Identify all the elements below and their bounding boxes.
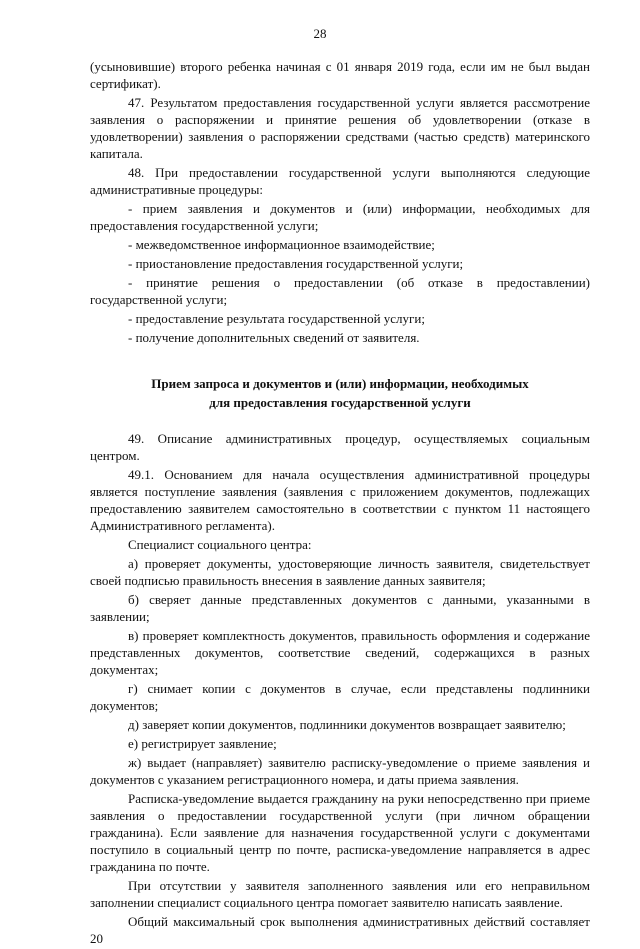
paragraph-48: 48. При предоставлении государственной услуги выполняются следующие административные процедуры: xyxy=(90,165,590,197)
paragraph-receipt: Расписка-уведомление выдается гражданину на руки непосредственно при приеме заявления о предоставлении государственной услуги (при личном обращении гражданина). Если заявление для назначения государственной услуги с документами поступило в социальный центр по почте, расписка-уведомление направляется в адрес гражданина по почте. xyxy=(90,791,590,874)
page-number: 28 xyxy=(313,26,327,41)
list-item-b: б) сверяет данные представленных документов с данными, указанными в заявлении; xyxy=(90,592,590,624)
list-item-zh: ж) выдает (направляет) заявителю расписку-уведомление о приеме заявления и документов с указанием регистрационного номера, и даты приема заявления. xyxy=(90,755,590,787)
spacer xyxy=(90,348,590,374)
paragraph-specialist: Специалист социального центра: xyxy=(128,537,312,552)
list-item-d: д) заверяет копии документов, подлинники документов возвращает заявителю; xyxy=(128,717,566,732)
list-item-procedure: - приостановление предоставления государственной услуги; xyxy=(128,256,464,271)
list-item-procedure: - предоставление результата государственной услуги; xyxy=(128,311,425,326)
paragraph-missing-application: При отсутствии у заявителя заполненного заявления или его неправильном заполнении специалист социального центра помогает заявителю написать заявление. xyxy=(90,878,590,910)
list-item-procedure: - прием заявления и документов и (или) информации, необходимых для предоставления государственной услуги; xyxy=(90,201,590,233)
paragraph-continuation: (усыновившие) второго ребенка начиная с 01 января 2019 года, если им не был выдан сертификат). xyxy=(90,59,590,91)
list-item-e: е) регистрирует заявление; xyxy=(128,736,277,751)
list-item-a: а) проверяет документы, удостоверяющие личность заявителя, свидетельствует своей подписью правильность внесения в заявление данных заявителя; xyxy=(90,556,590,588)
paragraph-49: 49. Описание административных процедур, осуществляемых социальным центром. xyxy=(90,431,590,463)
list-item-procedure: - получение дополнительных сведений от заявителя. xyxy=(128,330,420,345)
list-item-procedure: - межведомственное информационное взаимодействие; xyxy=(128,237,435,252)
paragraph-49-1: 49.1. Основанием для начала осуществления административной процедуры является поступление заявления (заявления с приложением документов, подлежащих предоставлению заявителем самостоятельно в соответствии с пунктом 11 настоящего Административного регламента). xyxy=(90,467,590,533)
list-item-v: в) проверяет комплектность документов, правильность оформления и содержание представленных документов, соответствие сведений, содержащихся в разных документах; xyxy=(90,628,590,677)
spacer xyxy=(90,412,590,430)
section-heading-line-2: для предоставления государственной услуги xyxy=(209,395,471,410)
list-item-procedure: - принятие решения о предоставлении (об отказе в предоставлении) государственной услуги; xyxy=(90,275,590,307)
section-heading-line-1: Прием запроса и документов и (или) информации, необходимых xyxy=(151,376,529,391)
paragraph-max-term: Общий максимальный срок выполнения административных действий составляет 20 xyxy=(90,914,590,946)
paragraph-47: 47. Результатом предоставления государственной услуги является рассмотрение заявления о распоряжении и принятие решения об удовлетворении (отказе в удовлетворении) заявления о распоряжении средствами (частью средств) материнского капитала. xyxy=(90,95,590,161)
list-item-g: г) снимает копии с документов в случае, если представлены подлинники документов; xyxy=(90,681,590,713)
document-body xyxy=(90,58,590,949)
